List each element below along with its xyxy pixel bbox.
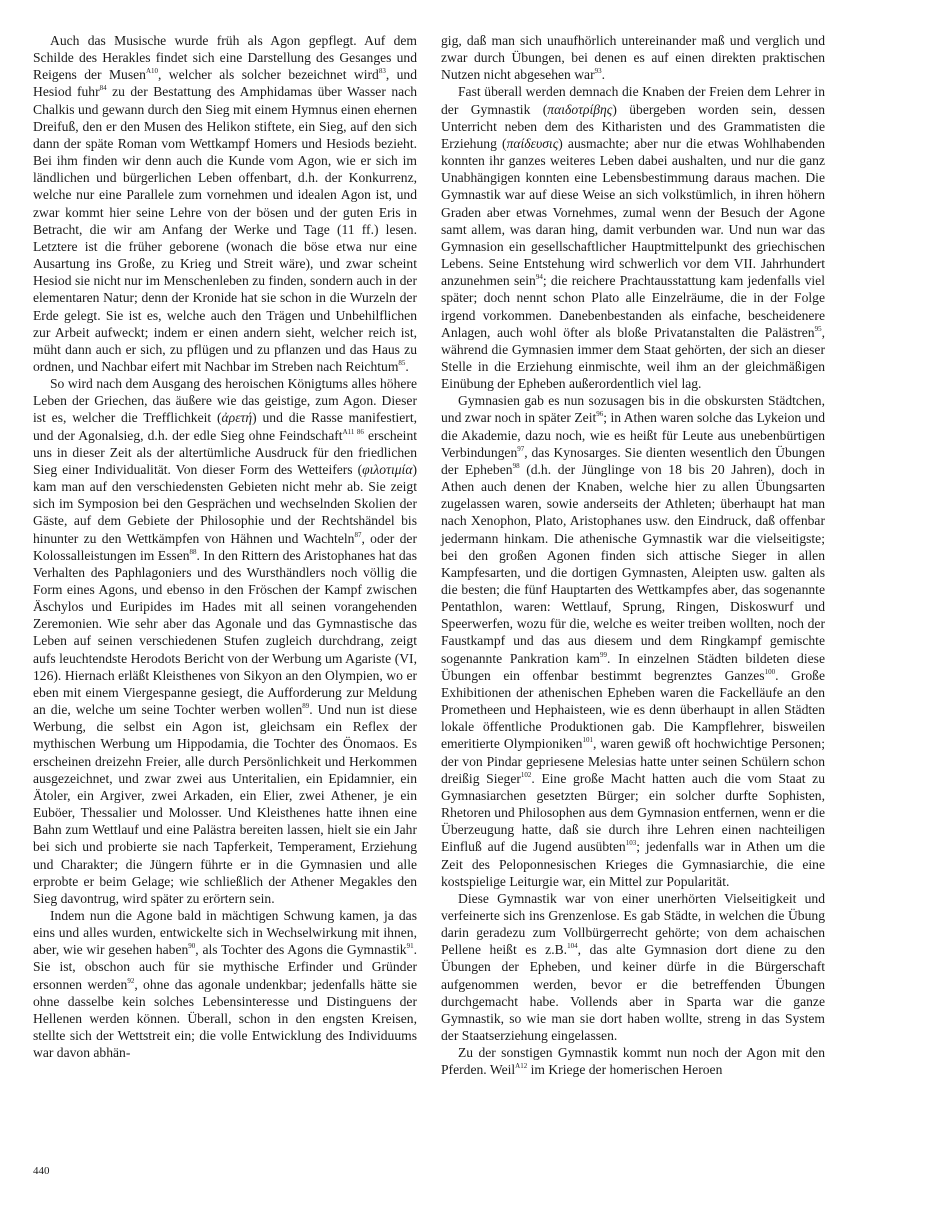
greek-term: ἀρετή (221, 410, 253, 426)
left-column (33, 32, 417, 1061)
footnote-ref: 94 (535, 273, 543, 282)
greek-term: παίδευσις (506, 135, 559, 151)
page-number: 440 (33, 1165, 50, 1177)
footnote-ref: 83 (378, 67, 386, 76)
footnote-ref: 90 (188, 942, 196, 951)
right-column (441, 32, 825, 1079)
footnote-ref: A11 86 (342, 427, 364, 436)
paragraph: Fast überall werden demnach die Knaben der Freien dem Lehrer in der Gymnastik (παιδοτρίβης) übergeben worden sein, dessen Unterricht neben dem des Kitharisten und des Grammatisten die Erziehung (παίδευσις) ausmachte; aber nur die etwas Wohlhabenden konnten ihr ganzes weiteres Leben dabei aushalten, und nur die ganz Unabhängigen konnten eine Lebensbestimmung daraus machen. Die Gymnastik war auf diese Weise an sich volkstümlich, in ihren höhern Graden aber etwas Vornehmes, zumal wenn der Besuch der Agone samt allem, was daran hing, damit verbunden war. Und nun war das Gymnasion ein gesellschaftlicher Hauptmittelpunkt des griechischen Lebens. Seine Entstehung wird schwerlich vor dem VII. Jahrhundert anzunehmen sein$^{94}$; die reichere Prachtausstattung kam jedenfalls viel später; doch nennt schon Plato alle Einzelräume, die in der Folge irgend vorkommen. Danebenbestanden als einfache, bescheidenere Anlagen, auch wohl öfter als bloße Privatanstalten die Palästren$^{95}$, während die Gymnasien immer dem Staat gehörten, der sich an dieser Stelle in die Erziehung einmischte, weil ihm an der gleichmäßigen Einübung der Epheben außerordentlich viel lag. (441, 84, 825, 392)
footnote-ref: A12 (515, 1062, 528, 1071)
footnote-ref: 89 (302, 702, 310, 711)
footnote-ref: 91 (406, 942, 414, 951)
footnote-ref: 102 (520, 770, 532, 779)
footnote-ref: A10 (145, 67, 159, 76)
greek-term: παιδοτρίβης (547, 101, 613, 117)
footnote-ref: 92 (127, 976, 135, 985)
footnote-ref: 100 (764, 667, 776, 676)
footnote-ref: 95 (814, 324, 822, 333)
greek-term: φιλοτιμία (362, 461, 413, 477)
footnote-ref: 88 (189, 547, 197, 556)
footnote-ref: 103 (625, 839, 637, 848)
footnote-ref: 98 (512, 461, 520, 470)
paragraph: Zu der sonstigen Gymnastik kommt nun noch der Agon mit den Pferden. Weil$^{A12}$ im Kriege der homerischen Heroen (441, 1045, 825, 1078)
footnote-ref: 104 (567, 942, 578, 951)
paragraph: Auch das Musische wurde früh als Agon gepflegt. Auf dem Schilde des Herakles findet sich eine Darstellung des Gesanges und Reigens der Musen$^{A10}$, welcher als solcher bezeichnet wird$^{83}$, und Hesiod fuhr$^{84}$ zu der Bestattung des Amphidamas über Wasser nach Chalkis und gewann durch den Sieg mit einem Hymnus einen ehernen Dreifuß, den er den Musen des Helikon stiftete, ein Sieg, auf den sich dann der späte Roman vom Wettkampf Homers und Hesiods bezieht. Bei ihm finden wir denn auch die Kunde vom Agon, wie er sich im ländlichen und bürgerlichen Leben offenbart, d.h. der Konkurrenz, welche nur eine Parallele zum vornehmen und idealen Agon ist, und zwar kommt hier seine Lehre von der bösen und der guten Eris in Betracht, die wir am Anfang der Werke und Tage (11 ff.) lesen. Letztere ist die früher geborene (wonach die böse etwa nur eine Ausartung ins Große, zu Krieg und Streit wäre), und zwar scheint Hesiod sie nicht nur im Menschenleben zu finden, sondern auch in der elementaren Natur; denn der Kronide hat sie schon in die Wurzeln der Erde gelegt. Sie ist es, welche auch den Trägen und Unbehilflichen zur Arbeit aufweckt; indem er einen andern sieht, welcher reich ist, müht dann auch er sich, zu pflügen und zu pflanzen und das Haus zu ordnen, und Nachbar eifert mit Nachbar im Streben nach Reichtum$^{85}$. (33, 33, 417, 374)
footnote-ref: 99 (599, 650, 607, 659)
footnote-ref: 97 (517, 444, 525, 453)
footnote-ref: 93 (594, 67, 602, 76)
paragraph: Indem nun die Agone bald in mächtigen Schwung kamen, ja das eins und alles wurden, entwickelte sich in Wechselwirkung mit ihnen, aber, wie wir gesehen haben$^{90}$, als Tochter des Agons die Gymnastik$^{91}$. Sie ist, obschon auch für sie mythische Erfinder und Gründer ersonnen werden$^{92}$, ohne das agonale undenkbar; jedenfalls hätte sie ohne dasselbe kein solches Lebensinteresse und Distinguens der Hellenen werden können. Überall, schon in den engsten Kreisen, stellte sich der Wettstreit ein; die volle Entwicklung des Individuums war davon abhän- (33, 907, 417, 1061)
footnote-ref: 101 (582, 736, 593, 745)
paragraph: Diese Gymnastik war von einer unerhörten Vielseitigkeit und verfeinerte sich ins Grenzenlose. Es gab Städte, in welchen die Übung darin geradezu zum Vollbürgerrecht gehörte; von dem achaischen Pellene heißt es z.B.$^{104}$, das alte Gymnasion dort diene zu den Übungen der Epheben, und keiner dürfe in die Bürgerschaft aufgenommen werden, bevor er die betreffenden Übungen durchgemacht habe. Vollends aber in Sparta war die ganze Gymnastik, so wie man sie dort haben wollte, streng in das System der Staatserziehung eingelassen. (441, 890, 826, 1044)
footnote-ref: 96 (596, 410, 604, 419)
footnote-ref: 85 (398, 358, 406, 367)
footnote-ref: 84 (99, 84, 107, 93)
paragraph: gig, daß man sich unaufhörlich untereinander maß und verglich und zwar durch Übungen, bei denen es auf einen direkten praktischen Nutzen nicht abgesehen war$^{93}$. (441, 33, 825, 83)
paragraph: Gymnasien gab es nun sozusagen bis in die obskursten Städtchen, und zwar noch in später Zeit$^{96}$; in Athen waren solche das Lykeion und die Akademie, dazu noch, wie es heißt für Leute aus unebenbürtigen Verbindungen$^{97}$, das Kynosarges. Sie dienten wesentlich den Übungen der Epheben$^{98}$ (d.h. der Jünglinge von 18 bis 20 Jahren), doch in Athen auch denen der Knaben, welche hier zu allen Übungsarten zugelassen waren, sowie anderseits der Athleten; überhaupt hat man nach Xenophon, Plato, Aristophanes usw. den Eindruck, daß offenbar jedermann hinkam. Die athenische Gymnastik war die vielseitigste; bei den großen Agonen finden sich attische Sieger in allen Kampfesarten, und die dortigen Gymnasten, Aleipten usw. galten als die besten; die fünf Hauptarten des Wettkampfes aber, das sogenannte Pentathlon, waren: Wettlauf, Sprung, Ringen, Diskoswurf und Speerwerfen, wozu für die, welche es weiter treiben wollten, noch der Faustkampf und das aus diesem und dem Ringkampf gemischte sogenannte Pankration kam$^{99}$. In einzelnen Städten bildeten diese Übungen ein offenbar bestimmt begrenztes Ganzes$^{100}$. Große Exhibitionen der athenischen Epheben waren die Fackelläufe an den Prometheen und Hephaisteen, wie es denn überhaupt in allen Städten lokale öffentliche Produktionen gab. Die Kampflehrer, bisweilen emeritierte Olympioniken$^{101}$, waren gewiß oft hochwichtige Personen; der von Pindar gepriesene Melesias hatte unter seinen Schülern schon dreißig Sieger$^{102}$. Eine große Macht hatten auch die vom Staat zu Gymnasiarchen gesetzten Bürger; ein solcher durfte Sophisten, Rhetoren und Philosophen aus dem Gymnasion entfernen, wenn er die Überzeugung hatte, daß sie durch ihre Lehren einen nachteiligen Einfluß auf die Jugend ausübten$^{103}$; jedenfalls war in Athen um die Zeit des Peloponnesischen Krieges die Gymnasiarchie, die eine kostspielige Leiturgie war, ein Mittel zur Popularität. (441, 393, 826, 889)
paragraph: So wird nach dem Ausgang des heroischen Königtums alles höhere Leben der Griechen, das äußere wie das geistige, zum Agon. Dieser ist es, welcher die Trefflichkeit (ἀρετή) und die Rasse manifestiert, und der Agonalsieg, d.h. der edle Sieg ohne Feindschaft$^{A11 86}$ erscheint uns in dieser Zeit als der altertümliche Ausdruck für den friedlichen Sieg einer Individualität. Von dieser Form des Wetteifers (φιλοτιμία) kam man auf den verschiedensten Gebieten nicht mehr ab. Sie zeigt sich im Symposion bei den Gesprächen und wechselnden Skolien der Gäste, auf dem Gebiete der Philosophie und der Rechtshändel bis hinunter zu den Wettkämpfen von Hähnen und Wachteln$^{87}$, oder der Kolossalleistungen im Essen$^{88}$. In den Rittern des Aristophanes hat das Verhalten des Paphlagoniers und des Wursthändlers noch völlig die Form eines Agons, und ebenso in den Fröschen der Kampf zwischen Äschylos und Euripides im Hades mit all seinen vorangehenden Zeremonien. Wie sehr aber das Agonale und das Gymnastische das Leben auf seinen verschiedenen Stufen zugleich durchdrang, zeigt aufs leuchtendste Herodots Bericht von der Werbung um Agariste (VI, 126). Hiernach erläßt Kleisthenes von Sikyon an den Olympien, wo er eben mit einem Viergespanne gesiegt, die Aufforderung zur Meldung an die, welche um seine Tochter werben wollen$^{89}$. Und nun ist diese Werbung, die selbst ein Agon ist, gleichsam ein Reflex der mythischen Werbung um Hippodamia, die Tochter des Önomaos. Es erscheinen dreizehn Freier, alle durch Persönlichkeit und Herkommen ausgezeichnet, und zwar zwei aus Unteritalien, ein Epidamnier, ein Ätoler, ein Argiver, zwei Arkaden, ein Elier, zwei Athener, je ein Euböer, Thessalier und Molosser. Und Kleisthenes hatte ihnen eine Bahn zum Wettlauf und eine Palästra bereiten lassen, hielt sie ein Jahr bei sich und probierte sie nach Tapferkeit, Temperament, Erziehung und Charakter; die Jüngern führte er in die Gymnasien und alle erprobte er beim Gelage; wie schließlich der Athener Megakles den Sieg davontrug, wird später zu erörtern sein. (33, 376, 418, 906)
footnote-ref: 87 (354, 530, 362, 539)
